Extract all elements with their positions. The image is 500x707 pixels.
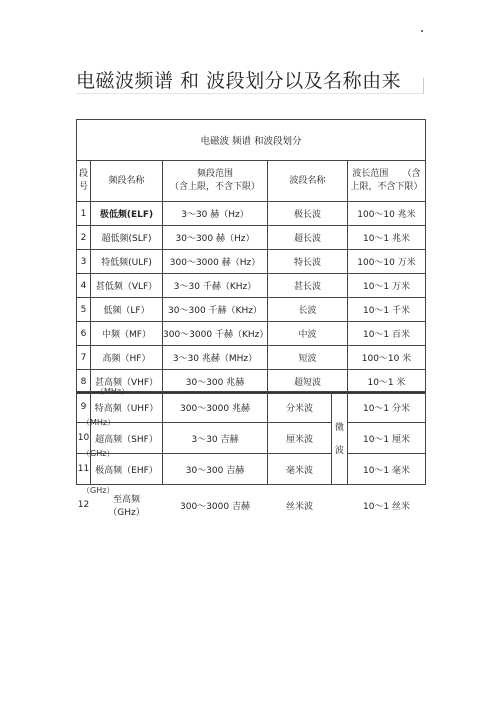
cell-band: 极高频（EHF） — [91, 454, 163, 485]
cell-index: 2 — [77, 226, 91, 250]
cell-wavelength: 100～10 兆米 — [348, 202, 426, 226]
row10-unit-overflow: （GHz） — [82, 449, 115, 458]
table-row — [77, 202, 426, 226]
cell-index: 9 — [77, 392, 91, 423]
cell-band: 高频（HF） — [91, 346, 163, 370]
cell-band: 特高频（UHF） — [91, 392, 163, 423]
cell-frequency: 3～30 赫（Hz） — [163, 202, 268, 226]
spectrum-table-upper — [76, 119, 426, 394]
cell-band: 低频（LF） — [91, 298, 163, 322]
cell-frequency: 3～30 兆赫（MHz） — [163, 346, 268, 370]
table-row — [77, 454, 426, 485]
cell-wavelength: 10～1 丝米 — [362, 501, 411, 512]
page-title: 电磁波频谱 和 波段划分以及名称由来 — [76, 70, 402, 92]
cell-index: 7 — [77, 346, 91, 370]
cell-wavelength: 100～10 米 — [348, 346, 426, 370]
cell-index: 3 — [77, 250, 91, 274]
cell-index: 11 — [77, 454, 91, 485]
cell-wave: 厘米波 — [268, 423, 332, 454]
table-caption: 电磁波 频谱 和波段划分 — [77, 120, 426, 161]
table-row — [77, 392, 426, 423]
cell-index: 6 — [77, 322, 91, 346]
corner-dot — [421, 30, 423, 32]
header-band-name: 频段名称 — [91, 161, 163, 202]
header-index: 段 号 — [77, 161, 91, 202]
title-underline — [76, 93, 423, 94]
cell-band: 特低频(ULF) — [91, 250, 163, 274]
table-row — [77, 250, 426, 274]
table-row — [77, 322, 426, 346]
header-frequency-range: 频段范围 （含上限，不含下限） — [163, 161, 268, 202]
cell-wavelength: 10～1 兆米 — [348, 226, 426, 250]
cell-band: 中频（MF） — [91, 322, 163, 346]
cell-wavelength: 10～1 百米 — [348, 322, 426, 346]
spectrum-table — [76, 119, 425, 518]
spectrum-table-lower — [76, 391, 426, 525]
table-header-row — [77, 161, 426, 202]
cell-wave: 丝米波 — [285, 501, 313, 512]
cell-frequency: 3～30 吉赫 — [163, 423, 268, 454]
cell-wave: 甚长波 — [268, 274, 348, 298]
cell-wavelength: 10～1 分米 — [348, 392, 426, 423]
cell-wave: 分米波 — [268, 392, 332, 423]
table-row — [77, 423, 426, 454]
table-row — [77, 346, 426, 370]
cell-spacer — [332, 485, 348, 526]
table-row — [77, 298, 426, 322]
cell-band: 甚高频（VHF） — [91, 370, 163, 394]
row11-unit-overflow: （GHz） — [82, 486, 115, 495]
cell-wavelength: 10～1 毫米 — [348, 454, 426, 485]
cell-band: 超高频（SHF） — [91, 423, 163, 454]
cell-frequency: 30～300 赫（Hz） — [163, 226, 268, 250]
header-wave-name: 波段名称 — [268, 161, 348, 202]
cell-band: 极低频(ELF) — [91, 202, 163, 226]
cell-frequency: 300～3000 千赫（KHz） — [163, 322, 268, 346]
cell-wavelength: 10～1 厘米 — [348, 423, 426, 454]
cell-index: 4 — [77, 274, 91, 298]
microwave-section — [76, 391, 425, 525]
cell-frequency: 30～300 千赫（KHz） — [163, 298, 268, 322]
cell-frequency: 3～30 千赫（KHz） — [163, 274, 268, 298]
table-row — [77, 274, 426, 298]
row9-unit-overflow: （MHz） — [82, 418, 116, 427]
cell-wave: 中波 — [268, 322, 348, 346]
title-corner-mark — [423, 78, 424, 94]
cell-frequency: 300～3000 吉赫 — [180, 501, 250, 512]
cell-index: 5 — [77, 298, 91, 322]
cell-wavelength: 100～10 万米 — [348, 250, 426, 274]
microwave-group-label: 微 波 — [332, 392, 348, 485]
cell-wave: 短波 — [268, 346, 348, 370]
cell-wave: 极长波 — [268, 202, 348, 226]
cell-wave: 超长波 — [268, 226, 348, 250]
cell-wave: 长波 — [268, 298, 348, 322]
cell-wavelength: 10～1 千米 — [348, 298, 426, 322]
cell-index: 8 — [77, 370, 91, 394]
cell-index: 12 — [77, 500, 90, 510]
cell-band: 至高频 （GHz） — [108, 495, 145, 518]
cell-wave: 超短波 — [268, 370, 348, 394]
cell-index: 10 — [77, 423, 91, 454]
cell-frequency: 300～3000 兆赫 — [163, 392, 268, 423]
header-wavelength-range: 波长范围 （含 上限，不含下限） — [348, 161, 426, 202]
cell-band: 超低频(SLF) — [91, 226, 163, 250]
cell-wavelength: 10～1 万米 — [348, 274, 426, 298]
cell-wave: 特长波 — [268, 250, 348, 274]
table-row — [77, 226, 426, 250]
cell-band: 甚低频（VLF） — [91, 274, 163, 298]
cell-frequency: 30～300 吉赫 — [163, 454, 268, 485]
cell-wavelength: 10～1 米 — [348, 370, 426, 394]
cell-frequency: 30～300 兆赫 — [163, 370, 268, 394]
cell-index: 1 — [77, 202, 91, 226]
cell-wave: 毫米波 — [268, 454, 332, 485]
cell-frequency: 300～3000 赫（Hz） — [163, 250, 268, 274]
table-row — [77, 485, 426, 526]
